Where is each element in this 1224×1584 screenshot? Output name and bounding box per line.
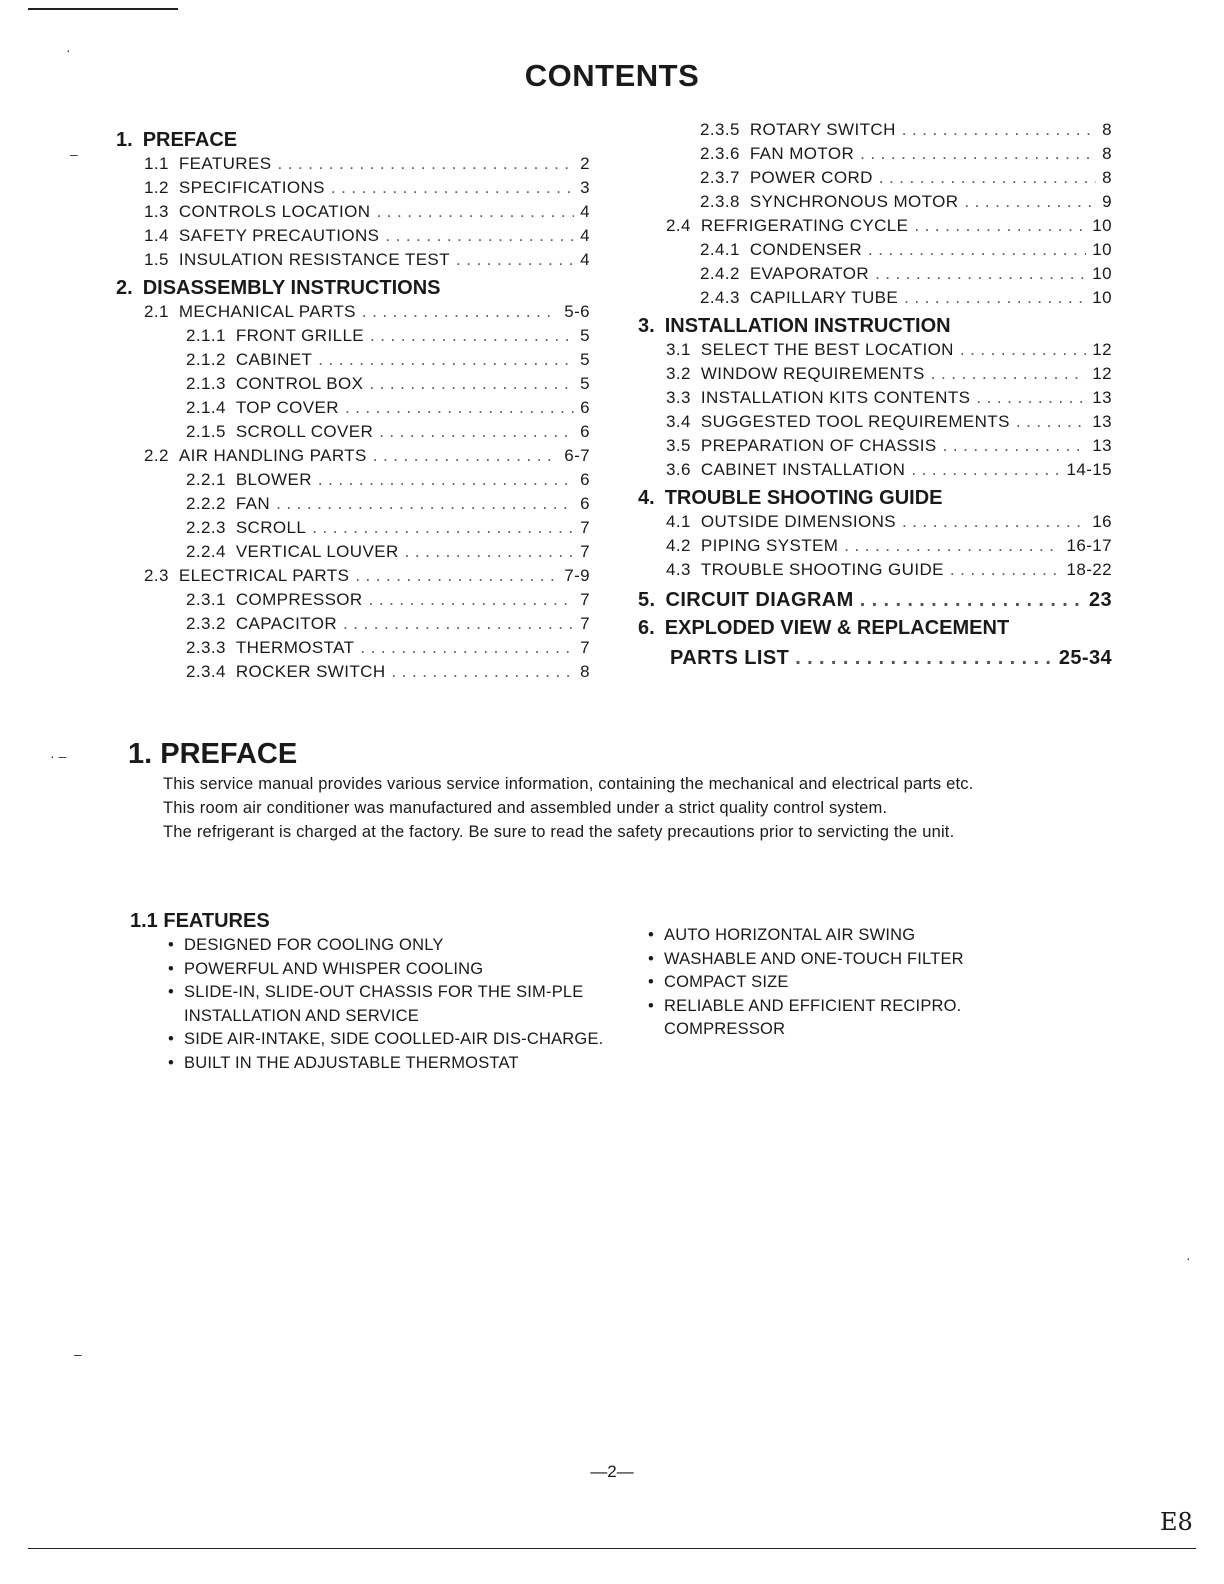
leader-dots xyxy=(960,338,1086,362)
preface-heading: 1. PREFACE xyxy=(128,738,298,770)
toc-entry-label xyxy=(666,386,970,410)
toc-page-number: 6 xyxy=(580,470,590,489)
toc-page-number: 13 xyxy=(1092,412,1112,431)
toc-section-number: 4. xyxy=(638,487,655,509)
toc-entry xyxy=(116,444,590,468)
toc-entry-label xyxy=(666,558,944,582)
toc-entry xyxy=(638,190,1112,214)
toc-entry xyxy=(638,142,1112,166)
toc-entry-title: CABINET INSTALLATION xyxy=(700,460,906,479)
leader-dots xyxy=(369,588,575,612)
toc-entry-number: 2.3.4 xyxy=(186,662,226,681)
leader-dots xyxy=(392,660,575,684)
toc-entry-title: ELECTRICAL PARTS xyxy=(178,566,350,585)
toc-entry-number: 4.2 xyxy=(666,536,691,555)
toc-entry-title: AIR HANDLING PARTS xyxy=(178,446,367,465)
toc-section-heading xyxy=(116,128,590,152)
scan-speck: · xyxy=(1186,1250,1191,1266)
toc-entry-label xyxy=(186,324,364,348)
toc-section-title: INSTALLATION INSTRUCTION xyxy=(664,315,951,337)
feature-item: • RELIABLE AND EFFICIENT RECIPRO. COMPRESSOR xyxy=(648,995,1028,1042)
toc-section-heading xyxy=(638,646,1112,670)
toc-entry-label xyxy=(144,200,370,224)
toc-entry-title: BLOWER xyxy=(235,470,312,489)
toc-page-number: 10 xyxy=(1092,288,1112,307)
leader-dots xyxy=(405,540,575,564)
toc-entry-title: INSTALLATION KITS CONTENTS xyxy=(700,388,971,407)
toc-entry xyxy=(116,396,590,420)
toc-entry-title: SUGGESTED TOOL REQUIREMENTS xyxy=(700,412,1010,431)
toc-entry-label xyxy=(186,420,373,444)
leader-dots xyxy=(276,492,574,516)
leader-dots xyxy=(902,118,1096,142)
toc-section-number: 2. xyxy=(116,277,133,299)
leader-dots xyxy=(931,362,1087,386)
toc-entry-title: CIRCUIT DIAGRAM xyxy=(665,589,854,611)
toc-entry-number: 3.4 xyxy=(666,412,691,431)
toc-entry xyxy=(116,200,590,224)
toc-page-number: 4 xyxy=(580,226,590,245)
leader-dots xyxy=(312,516,574,540)
toc-entry xyxy=(116,152,590,176)
toc-entry-number: 3.6 xyxy=(666,460,691,479)
toc-entry-title: REFRIGERATING CYCLE xyxy=(700,216,909,235)
toc-entry xyxy=(638,458,1112,482)
leader-dots xyxy=(355,564,558,588)
toc-entry-title: CABINET xyxy=(235,350,313,369)
scan-speck: – xyxy=(70,146,78,162)
toc-page-number: 12 xyxy=(1092,340,1112,359)
toc-section-number: 6. xyxy=(638,617,655,639)
toc-entry xyxy=(638,214,1112,238)
leader-dots xyxy=(1016,410,1086,434)
toc-page-number: 7 xyxy=(580,614,590,633)
toc-entry-title: POWER CORD xyxy=(749,168,873,187)
leader-dots xyxy=(914,214,1086,238)
toc-entry-label xyxy=(186,372,363,396)
toc-entry-label xyxy=(186,612,337,636)
toc-entry-label xyxy=(700,118,896,142)
toc-entry-number: 2.3.6 xyxy=(700,144,740,163)
toc-entry-label xyxy=(666,434,937,458)
leader-dots xyxy=(331,176,574,200)
leader-dots xyxy=(379,420,574,444)
page-number: —2— xyxy=(590,1462,634,1481)
leader-dots xyxy=(318,348,574,372)
leader-dots xyxy=(277,152,574,176)
toc-entry-title: SELECT THE BEST LOCATION xyxy=(700,340,954,359)
toc-page-number: 25-34 xyxy=(1058,647,1112,669)
leader-dots xyxy=(950,558,1061,582)
toc-entry xyxy=(638,118,1112,142)
preface-line: The refrigerant is charged at the factory. Be sure to read the safety precautions prior to servicting the unit. xyxy=(163,823,955,841)
toc-page-number: 18-22 xyxy=(1066,560,1112,579)
toc-entry-label xyxy=(666,510,896,534)
toc-entry-label xyxy=(186,396,339,420)
toc-left-column xyxy=(116,128,590,684)
toc-entry-label xyxy=(186,492,270,516)
feature-item: • SIDE AIR-INTAKE, SIDE COOLLED-AIR DIS-CHARGE. xyxy=(168,1028,608,1052)
toc-entry-label xyxy=(144,224,379,248)
toc-entry-label xyxy=(666,338,954,362)
toc-section-heading xyxy=(638,616,1112,640)
leader-dots xyxy=(860,588,1083,612)
toc-entry-title: TOP COVER xyxy=(235,398,339,417)
toc-entry-title: PIPING SYSTEM xyxy=(700,536,839,555)
toc-page-number: 6 xyxy=(580,398,590,417)
toc-page-number: 7 xyxy=(580,590,590,609)
leader-dots xyxy=(318,468,574,492)
toc-entry-label xyxy=(186,468,312,492)
toc-entry-number: 2.1.1 xyxy=(186,326,226,345)
toc-section-heading xyxy=(638,588,1112,612)
toc-section-heading xyxy=(116,276,590,300)
toc-entry-title: SYNCHRONOUS MOTOR xyxy=(749,192,959,211)
scan-speck: · xyxy=(66,42,71,58)
leader-dots xyxy=(904,286,1086,310)
toc-entry-title: INSULATION RESISTANCE TEST xyxy=(178,250,450,269)
toc-section-heading xyxy=(638,314,1112,338)
leader-dots xyxy=(343,612,574,636)
toc-page-number: 7 xyxy=(580,518,590,537)
toc-entry-title: FEATURES xyxy=(178,154,272,173)
leader-dots xyxy=(911,458,1060,482)
toc-entry-number: 2.1.2 xyxy=(186,350,226,369)
toc-entry-number: 4.1 xyxy=(666,512,691,531)
bottom-rule xyxy=(28,1548,1196,1549)
toc-entry-title: CAPILLARY TUBE xyxy=(749,288,899,307)
toc-entry-number: 2.3.2 xyxy=(186,614,226,633)
toc-entry-label xyxy=(144,564,349,588)
toc-section-title: EXPLODED VIEW & REPLACEMENT xyxy=(664,617,1010,639)
toc-entry-number: 2.3.8 xyxy=(700,192,740,211)
toc-entry-title: FAN xyxy=(235,494,271,513)
toc-page-number: 23 xyxy=(1088,589,1112,611)
toc-entry-number: 3.3 xyxy=(666,388,691,407)
toc-section-heading xyxy=(638,486,1112,510)
toc-entry-label xyxy=(144,248,450,272)
toc-page-number: 8 xyxy=(580,662,590,681)
feature-item: • AUTO HORIZONTAL AIR SWING xyxy=(648,924,1028,948)
toc-page-number: 7-9 xyxy=(564,566,590,585)
toc-entry-number: 3.2 xyxy=(666,364,691,383)
toc-entry xyxy=(116,300,590,324)
feature-item: • WASHABLE AND ONE-TOUCH FILTER xyxy=(648,948,1028,972)
toc-entry-title: SCROLL COVER xyxy=(235,422,374,441)
toc-entry-label xyxy=(700,238,862,262)
toc-page-number: 16 xyxy=(1092,512,1112,531)
leader-dots xyxy=(373,444,558,468)
toc-entry xyxy=(116,492,590,516)
toc-entry-label xyxy=(144,176,325,200)
feature-item: • COMPACT SIZE xyxy=(648,971,1028,995)
corner-mark: E8 xyxy=(1160,1508,1193,1536)
toc-section-title: TROUBLE SHOOTING GUIDE xyxy=(664,487,943,509)
toc-entry-number: 5. xyxy=(638,589,656,611)
toc-entry-label xyxy=(666,534,838,558)
toc-entry xyxy=(116,588,590,612)
toc-entry-label xyxy=(186,588,363,612)
toc-entry-label xyxy=(700,190,958,214)
toc-entry-label xyxy=(186,516,306,540)
toc-page-number: 5 xyxy=(580,374,590,393)
toc-entry-title: PARTS LIST xyxy=(670,647,790,669)
toc-entry-number: 2.4 xyxy=(666,216,691,235)
toc-entry xyxy=(116,636,590,660)
toc-page-number: 5 xyxy=(580,350,590,369)
toc-entry-number: 2.3 xyxy=(144,566,169,585)
toc-page-number: 13 xyxy=(1092,436,1112,455)
toc-entry-label xyxy=(186,540,399,564)
toc-entry xyxy=(116,540,590,564)
feature-item: • SLIDE-IN, SLIDE-OUT CHASSIS FOR THE SIM-PLE INSTALLATION AND SERVICE xyxy=(168,981,608,1028)
top-rule xyxy=(28,8,178,10)
leader-dots xyxy=(360,636,574,660)
toc-page-number: 7 xyxy=(580,542,590,561)
feature-item: • BUILT IN THE ADJUSTABLE THERMOSTAT xyxy=(168,1052,608,1076)
toc-page-number: 8 xyxy=(1102,168,1112,187)
toc-entry xyxy=(116,420,590,444)
toc-page-number: 10 xyxy=(1092,264,1112,283)
toc-entry-title: ROCKER SWITCH xyxy=(235,662,386,681)
leader-dots xyxy=(369,372,574,396)
toc-entry-number: 2.1.5 xyxy=(186,422,226,441)
toc-entry-number: 2.2.1 xyxy=(186,470,226,489)
toc-entry-title: WINDOW REQUIREMENTS xyxy=(700,364,925,383)
toc-entry-title: SPECIFICATIONS xyxy=(178,178,325,197)
page-title: CONTENTS xyxy=(524,58,700,93)
toc-entry xyxy=(116,516,590,540)
toc-entry-number: 2.3.3 xyxy=(186,638,226,657)
toc-entry-label xyxy=(144,444,367,468)
leader-dots xyxy=(345,396,574,420)
toc-entry-number: 2.3.7 xyxy=(700,168,740,187)
toc-entry xyxy=(638,286,1112,310)
toc-entry xyxy=(638,410,1112,434)
toc-entry-label xyxy=(144,152,271,176)
toc-page-number: 12 xyxy=(1092,364,1112,383)
toc-page-number: 7 xyxy=(580,638,590,657)
toc-entry-number: 1.3 xyxy=(144,202,169,221)
toc-entry-title: VERTICAL LOUVER xyxy=(235,542,399,561)
leader-dots xyxy=(362,300,558,324)
toc-entry-number: 1.1 xyxy=(144,154,169,173)
leader-dots xyxy=(879,166,1096,190)
toc-entry-label xyxy=(700,142,854,166)
toc-entry xyxy=(638,338,1112,362)
toc-page-number: 16-17 xyxy=(1066,536,1112,555)
toc-section-number: 3. xyxy=(638,315,655,337)
toc-page-number: 9 xyxy=(1102,192,1112,211)
toc-entry-number: 2.3.5 xyxy=(700,120,740,139)
toc-entry xyxy=(638,386,1112,410)
leader-dots xyxy=(964,190,1096,214)
toc-entry xyxy=(116,660,590,684)
toc-page-number: 10 xyxy=(1092,240,1112,259)
toc-entry xyxy=(116,248,590,272)
feature-item: • DESIGNED FOR COOLING ONLY xyxy=(168,934,608,958)
toc-entry xyxy=(638,558,1112,582)
toc-entry-label xyxy=(700,286,898,310)
toc-entry xyxy=(638,166,1112,190)
features-left-list xyxy=(168,934,608,1075)
toc-section-title: PREFACE xyxy=(142,129,238,151)
toc-entry-number: 2.1.3 xyxy=(186,374,226,393)
leader-dots xyxy=(376,200,574,224)
toc-page-number: 13 xyxy=(1092,388,1112,407)
toc-entry-label xyxy=(666,362,925,386)
toc-entry-title: OUTSIDE DIMENSIONS xyxy=(700,512,897,531)
leader-dots xyxy=(370,324,574,348)
toc-page-number: 6-7 xyxy=(564,446,590,465)
toc-entry xyxy=(116,224,590,248)
scan-speck: – xyxy=(74,1346,82,1362)
features-right-list xyxy=(648,924,1028,1042)
toc-entry-title: THERMOSTAT xyxy=(235,638,355,657)
toc-entry-number: 2.4.2 xyxy=(700,264,740,283)
toc-page-number: 5 xyxy=(580,326,590,345)
toc-page-number: 14-15 xyxy=(1066,460,1112,479)
toc-entry-number: 4.3 xyxy=(666,560,691,579)
toc-entry-title: EVAPORATOR xyxy=(749,264,870,283)
toc-entry-title: TROUBLE SHOOTING GUIDE xyxy=(700,560,944,579)
toc-entry xyxy=(638,534,1112,558)
leader-dots xyxy=(976,386,1086,410)
toc-page-number: 2 xyxy=(580,154,590,173)
toc-entry-number: 1.5 xyxy=(144,250,169,269)
leader-dots xyxy=(943,434,1087,458)
toc-entry-number: 2.4.3 xyxy=(700,288,740,307)
toc-entry-title: CONTROL BOX xyxy=(235,374,364,393)
toc-section-title: DISASSEMBLY INSTRUCTIONS xyxy=(142,277,441,299)
scan-speck: · – xyxy=(50,748,67,764)
leader-dots xyxy=(868,238,1086,262)
toc-entry-number: 2.2.4 xyxy=(186,542,226,561)
toc-entry xyxy=(638,262,1112,286)
toc-entry-title: SAFETY PRECAUTIONS xyxy=(178,226,380,245)
toc-entry-title: MECHANICAL PARTS xyxy=(178,302,356,321)
toc-page-number: 8 xyxy=(1102,144,1112,163)
toc-page-number: 6 xyxy=(580,494,590,513)
leader-dots xyxy=(385,224,574,248)
toc-entry xyxy=(116,176,590,200)
toc-entry-label xyxy=(666,458,905,482)
toc-right-column xyxy=(638,118,1112,670)
toc-entry-number: 1.2 xyxy=(144,178,169,197)
toc-entry-number: 2.3.1 xyxy=(186,590,226,609)
toc-entry-title: SCROLL xyxy=(235,518,307,537)
toc-entry-label xyxy=(144,300,356,324)
leader-dots xyxy=(456,248,574,272)
toc-page-number: 8 xyxy=(1102,120,1112,139)
leader-dots xyxy=(860,142,1096,166)
toc-entry-number: 2.2 xyxy=(144,446,169,465)
toc-entry-number: 2.2.2 xyxy=(186,494,226,513)
toc-entry-label xyxy=(700,262,869,286)
toc-entry xyxy=(116,348,590,372)
preface-line: This room air conditioner was manufactured and assembled under a strict quality control system. xyxy=(163,799,888,817)
toc-entry-number: 3.1 xyxy=(666,340,691,359)
toc-entry-number: 2.1.4 xyxy=(186,398,226,417)
toc-entry-number: 3.5 xyxy=(666,436,691,455)
leader-dots xyxy=(902,510,1086,534)
toc-entry-title: PREPARATION OF CHASSIS xyxy=(700,436,937,455)
toc-entry-label xyxy=(670,646,789,670)
leader-dots xyxy=(844,534,1060,558)
toc-entry-label xyxy=(666,214,908,238)
toc-entry-title: FRONT GRILLE xyxy=(235,326,365,345)
toc-entry-number: 2.1 xyxy=(144,302,169,321)
toc-entry-number: 1.4 xyxy=(144,226,169,245)
toc-entry-title: FAN MOTOR xyxy=(749,144,855,163)
toc-entry xyxy=(638,238,1112,262)
toc-entry xyxy=(638,434,1112,458)
toc-entry xyxy=(116,564,590,588)
toc-entry-label xyxy=(186,660,386,684)
toc-page-number: 4 xyxy=(580,250,590,269)
toc-page-number: 5-6 xyxy=(564,302,590,321)
toc-section-number: 1. xyxy=(116,129,133,151)
toc-entry-label xyxy=(186,348,312,372)
toc-page-number: 3 xyxy=(580,178,590,197)
features-heading: 1.1 FEATURES xyxy=(130,910,270,932)
toc-entry-title: CONTROLS LOCATION xyxy=(178,202,371,221)
preface-line: This service manual provides various service information, containing the mechanical and electrical parts etc. xyxy=(163,775,974,793)
toc-entry-title: COMPRESSOR xyxy=(235,590,363,609)
toc-entry-number: 2.4.1 xyxy=(700,240,740,259)
toc-entry xyxy=(116,324,590,348)
toc-entry xyxy=(116,372,590,396)
toc-page-number: 4 xyxy=(580,202,590,221)
preface-text xyxy=(163,772,1103,844)
toc-entry xyxy=(638,362,1112,386)
toc-entry-label xyxy=(666,410,1010,434)
toc-entry xyxy=(116,612,590,636)
leader-dots xyxy=(795,646,1053,670)
toc-page-number: 10 xyxy=(1092,216,1112,235)
feature-item: • POWERFUL AND WHISPER COOLING xyxy=(168,958,608,982)
toc-entry xyxy=(116,468,590,492)
toc-entry-label xyxy=(186,636,354,660)
toc-entry-title: CAPACITOR xyxy=(235,614,338,633)
toc-entry-label xyxy=(700,166,873,190)
toc-page-number: 6 xyxy=(580,422,590,441)
toc-entry-title: ROTARY SWITCH xyxy=(749,120,896,139)
toc-entry-number: 2.2.3 xyxy=(186,518,226,537)
toc-entry-label xyxy=(638,588,854,612)
toc-entry xyxy=(638,510,1112,534)
toc-entry-title: CONDENSER xyxy=(749,240,863,259)
leader-dots xyxy=(875,262,1086,286)
